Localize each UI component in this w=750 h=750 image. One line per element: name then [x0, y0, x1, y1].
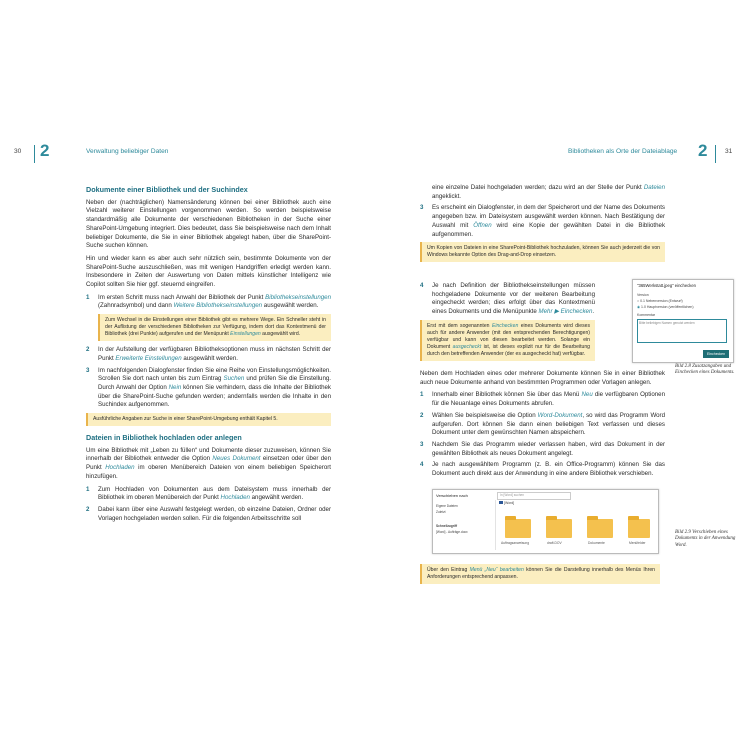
- nav-item[interactable]: Zuletzt: [436, 510, 446, 514]
- left-column: [86, 186, 331, 526]
- step-item: 1 Innerhalb einer Bibliothek können Sie über das Menü Neu die verfügbaren Optionen für die Neuanlage eines Dokuments abrufen.: [420, 391, 665, 408]
- menu-link[interactable]: Erweiterte Einstellungen: [115, 354, 182, 362]
- header-divider: [34, 145, 35, 163]
- tip-box: Zum Wechsel in die Einstellungen einer Bibliothek gibt es mehrere Wege. Ein Schneller steht in der Auflistung der verschiedenen Bibliotheken zur Verfügung, indem dort das Kontextmenü der Bibliothek (drei Punkte) aufgerufen und der Menüpunkt Einstellungen ausgewählt wird.: [98, 314, 331, 341]
- step-item: 1 Im ersten Schritt muss nach Anwahl der Bibliothek der Punkt Bibliothekseinstellungen (Zahnradsymbol) und dann Weitere Bibliothekseinstellungen ausgewählt werden.: [86, 293, 331, 310]
- search-input[interactable]: In [Word] suchen: [497, 492, 571, 500]
- dialog-title: Verschieben nach: [436, 493, 468, 498]
- paragraph: Um eine Bibliothek mit „Leben zu füllen“ und Dokumente dieser zuzuweisen, können Sie innerhalb der Bibliothek entweder die Option Neues Dokument einsetzen oder über den Punkt Hochladen im oberen Menübereich Dateien von einem beliebigen Speicherort hinzufügen.: [86, 446, 331, 480]
- tip-box: Ausführliche Angaben zur Suche in einer SharePoint-Umgebung enthält Kapitel 5.: [86, 413, 331, 426]
- nav-item[interactable]: Eigene Dateien: [436, 504, 458, 508]
- step-item: 1 Zum Hochladen von Dokumenten aus dem Dateisystem muss innerhalb der Bibliothek im oberen Menübereich der Punkt Hochladen angewählt werden.: [86, 485, 331, 502]
- step-item: 2 In der Aufstellung der verfügbaren Bibliotheksoptionen muss im nächsten Schritt der Punkt Erweiterte Einstellungen ausgewählt werden.: [86, 346, 331, 362]
- paragraph: Neben dem Hochladen eines oder mehrerer Dokumente können Sie in einer Bibliothek auch neue Dokumente anhand von bestimmten Programmen oder Vorlagen anlegen.: [420, 370, 665, 386]
- page-number: 30: [14, 148, 22, 155]
- breadcrumb: [Word]: [499, 501, 514, 505]
- step-item: 3 Nachdem Sie das Programm wieder verlassen haben, wird das Dokument in der gewählten Bibliothek als neues Dokument angelegt.: [420, 440, 665, 457]
- right-column: [420, 184, 665, 267]
- checkin-button[interactable]: Einchecken: [703, 350, 729, 358]
- folder-icon[interactable]: [546, 519, 572, 538]
- paragraph: Hin und wieder kann es aber auch sehr nützlich sein, bestimmte Dokumente von der SharePoint-Suche auszuschließen, was mit wenigen Handgriffen erledigt werden kann. Insbesondere in Zeiten der Auswertung von Daten mittels künstlicher Intelligenz wie Copilot sollten Sie hier ggf. steuernd eingreifen.: [86, 254, 331, 289]
- tip-box: Erst mit dem sogenannten Einchecken eines Dokuments wird dieses auch für andere Anwender (mit den entsprechenden Berechtigungen) verfügbar und kann von diesen bearbeitet werden. Solange ein Dokument ausgecheckt ist, ist dieses explizit nur für die Bearbeitung durch den betreffenden Anwender (der es ausgecheckt hat) verfügbar.: [420, 320, 595, 361]
- move-dialog: Verschieben nach In [Word] suchen Eigene Dateien Zuletzt Schnellzugriff [Word] - Aufträge.docx [Word] Auftragsanweisung draft.DOV Dokumente Menüfelder: [432, 489, 659, 554]
- checkin-dialog: "365Werkstatt.jpeg" einchecken Version ○ 0.1 Nebenversion (Entwurf) ◉ 1.0 Hauptversion (veröffentlichen) Kommentar Bitte beliebigen Namen genutzt werden Einchecken: [632, 279, 734, 363]
- folder-icon[interactable]: [628, 519, 650, 538]
- right-column-lower: [420, 370, 665, 482]
- header-divider: [715, 145, 716, 163]
- dialog-title: "365Werkstatt.jpeg" einchecken: [637, 283, 696, 288]
- radio-minor-version[interactable]: ○ 0.1 Nebenversion (Entwurf): [637, 299, 683, 303]
- step-item: 4 Je nach Definition der Bibliothekseinstellungen müssen hochgeladene Dokumente vor der weiteren Bearbeitung eingecheckt werden; dies erfolgt über das Kontextmenü eines Dokuments und die Menüpunkte Mehr ▶ Einchecken.: [420, 282, 595, 316]
- running-header: Verwaltung beliebiger Daten: [86, 148, 169, 155]
- nav-heading: Schnellzugriff: [436, 524, 458, 528]
- figure-caption: Bild 2.9 Verschieben eines Dokuments in der Anwendung Word.: [675, 530, 736, 548]
- step-item: 3 Es erscheint ein Dialogfenster, in dem der Speicherort und der Name des Dokuments angegeben bzw. im Dateisystem ausgewählt werden können. Nach Bestätigung der Auswahl mit Öffnen wird eine Kopie der gewählten Datei in die Bibliothek aufgenommen.: [420, 204, 666, 238]
- nav-item[interactable]: [Word] - Aufträge.docx: [436, 530, 468, 534]
- right-tip-area: [420, 561, 660, 589]
- page-number: 31: [725, 148, 733, 155]
- folder-icon[interactable]: [505, 519, 531, 538]
- tip-box: Um Kopien von Dateien in eine SharePoint-Bibliothek hochzuladen, können Sie auch jederzeit die von Windows bekannte Option des Drag-and-Drop einsetzen.: [420, 242, 665, 262]
- running-header: Bibliotheken als Orte der Dateiablage: [568, 148, 678, 155]
- step-item: 2 Dabei kann über eine Auswahl festgelegt werden, ob einzelne Dateien, Ordner oder Vorlagen hochgeladen werden sollen. Für die folgenden Arbeitsschritte soll: [86, 505, 331, 522]
- section-heading: Dokumente einer Bibliothek und der Suchindex: [86, 185, 248, 194]
- menu-link[interactable]: Bibliothekseinstellungen: [265, 293, 331, 301]
- figure-caption: Bild 2.8 Zusatzangaben und Einchecken eines Dokuments.: [675, 364, 735, 376]
- step-item: 2 Wählen Sie beispielsweise die Option Word-Dokument, so wird das Programm Word aufgerufen. Dort können Sie dann einen beliebigen Text verfassen und dieses Dokument unter dem gewünschten Namen abspeichern.: [420, 411, 666, 437]
- menu-link[interactable]: Weitere Bibliothekseinstellungen: [173, 302, 263, 310]
- section-heading: Dateien in Bibliothek hochladen oder anlegen: [86, 433, 242, 443]
- right-page: [375, 0, 750, 750]
- chapter-number: 2: [698, 141, 708, 160]
- step-continuation: eine einzelne Datei hochgeladen werden; dazu wird an der Stelle der Punkt Dateien angeklickt.: [432, 184, 665, 200]
- folder-icon[interactable]: [587, 519, 613, 538]
- paragraph: Neben der (nachträglichen) Namensänderung können bei einer Bibliothek auch eine Vielzahl weiterer Einstellungen vorgenommen werden. So werden beispielsweise standardmäßig alle Dokumente der verschiedenen Bibliotheken in der Suche einer SharePoint-Umgebung integriert. Dies bedeutet, dass Sie beispielsweise nach dem Inhalt beliebiger Dokumente, die Sie in einer Bibliothek abgelegt haben, über die SharePoint-Suche suchen können.: [86, 198, 331, 250]
- right-column-narrow: [420, 282, 595, 366]
- step-item: 3 Im nachfolgenden Dialogfenster finden Sie eine Reihe von Einstellungsmöglichkeiten. Scrollen Sie dort nach unten bis zum Eintrag Suchen und prüfen Sie die Einstellung. Durch Anwahl der Option Nein können Sie verhindern, dass die Inhalte der Bibliothek über die SharePoint-Suche gefunden werden; andernfalls werden die Inhalte in den Suchindex aufgenommen.: [86, 366, 331, 409]
- comment-field[interactable]: Bitte beliebigen Namen genutzt werden: [637, 319, 727, 343]
- chapter-number: 2: [40, 141, 50, 160]
- tip-box: Über den Eintrag Menü „Neu“ bearbeiten können Sie die Darstellung innerhalb des Menüs Ihren Anforderungen entsprechend anpassen.: [420, 564, 660, 584]
- step-item: 4 Je nach ausgewähltem Programm (z. B. ein Office-Programm) können Sie das Dokument auch direkt aus der Anwendung in eine andere Bibliothek verschieben.: [420, 461, 665, 478]
- radio-major-version[interactable]: ◉ 1.0 Hauptversion (veröffentlichen): [637, 305, 694, 309]
